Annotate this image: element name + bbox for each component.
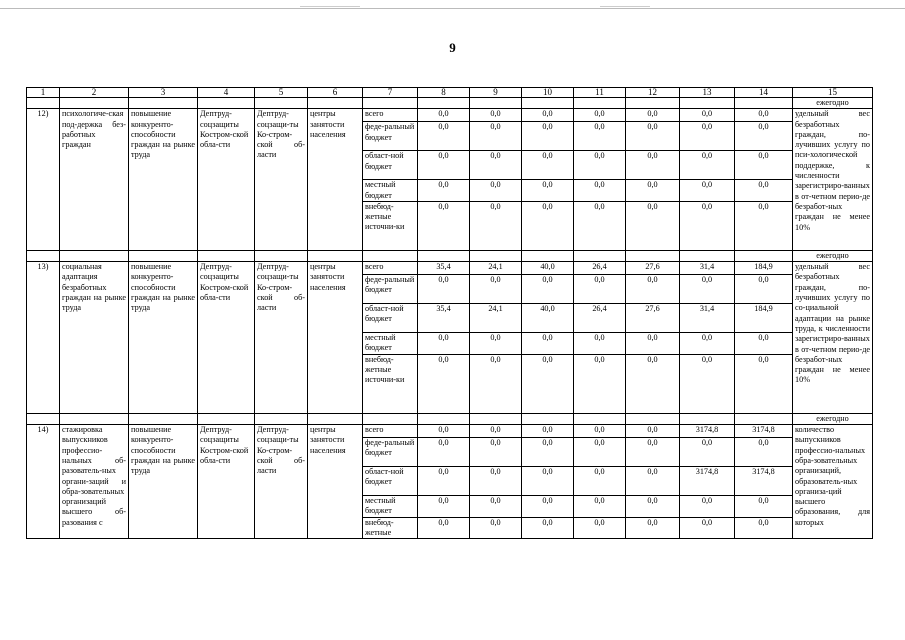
measure-goal: повышение конкуренто-способности граждан на рынке труда (129, 425, 198, 539)
empty-cell (626, 250, 680, 261)
funding-value: 0,0 (735, 275, 793, 304)
empty-cell (574, 250, 626, 261)
funding-value: 0,0 (626, 201, 680, 250)
funding-value: 0,0 (735, 201, 793, 250)
funding-value: 0,0 (574, 180, 626, 202)
funding-source: област-ной бюджет (363, 151, 418, 180)
funding-value: 40,0 (522, 304, 574, 333)
funding-value: 0,0 (574, 275, 626, 304)
empty-cell (626, 413, 680, 424)
funding-value: 0,0 (626, 122, 680, 151)
funding-value: 0,0 (470, 201, 522, 250)
funding-value: 0,0 (680, 122, 735, 151)
funding-value: 0,0 (418, 122, 470, 151)
funding-value: 0,0 (626, 467, 680, 496)
scan-artifact (300, 6, 360, 7)
empty-cell (735, 413, 793, 424)
funding-value: 0,0 (470, 354, 522, 413)
co-executor: Дептруд-соцзащи-ты Ко-стром-ской об-ласти (255, 262, 308, 414)
empty-cell (735, 250, 793, 261)
measure-number: 14) (27, 425, 60, 539)
funding-value: 0,0 (522, 333, 574, 355)
funding-value: 0,0 (418, 438, 470, 467)
funding-value: 0,0 (626, 275, 680, 304)
funding-source: всего (363, 109, 418, 122)
funding-value: 0,0 (680, 517, 735, 539)
funding-source: всего (363, 262, 418, 275)
funding-value: 0,0 (470, 517, 522, 539)
funding-value: 0,0 (522, 151, 574, 180)
co-executor: Дептруд-соцзащи-ты Ко-стром-ской об-ласти (255, 425, 308, 539)
scan-artifact (600, 6, 650, 7)
funding-value: 0,0 (680, 201, 735, 250)
empty-cell (626, 98, 680, 109)
period-note: ежегодно (793, 250, 873, 261)
measure-name: социальная адаптация безработных граждан на рынке труда (60, 262, 129, 414)
funding-value: 40,0 (522, 262, 574, 275)
empty-cell (129, 413, 198, 424)
funding-value: 24,1 (470, 304, 522, 333)
funding-value: 27,6 (626, 262, 680, 275)
funding-value: 0,0 (418, 201, 470, 250)
empty-cell (60, 250, 129, 261)
funding-value: 0,0 (522, 122, 574, 151)
empty-cell (60, 413, 129, 424)
funding-value: 0,0 (574, 201, 626, 250)
funding-value: 0,0 (626, 151, 680, 180)
header-cell: 9 (470, 88, 522, 98)
funding-value: 0,0 (418, 517, 470, 539)
funding-value: 0,0 (626, 109, 680, 122)
funding-value: 0,0 (470, 467, 522, 496)
empty-cell (27, 98, 60, 109)
funding-value: 0,0 (470, 180, 522, 202)
funding-value: 0,0 (470, 275, 522, 304)
table-body (27, 98, 873, 539)
funding-value: 31,4 (680, 304, 735, 333)
funding-value: 0,0 (680, 354, 735, 413)
header-cell: 6 (308, 88, 363, 98)
funding-value: 0,0 (522, 201, 574, 250)
funding-value: 0,0 (418, 467, 470, 496)
header-cell: 5 (255, 88, 308, 98)
funding-value: 0,0 (574, 496, 626, 518)
header-cell: 3 (129, 88, 198, 98)
funding-value: 0,0 (418, 151, 470, 180)
funding-source: феде-ральный бюджет (363, 275, 418, 304)
header-cell: 11 (574, 88, 626, 98)
funding-value: 0,0 (574, 517, 626, 539)
empty-cell (27, 250, 60, 261)
target-indicator: удельный вес безработных граждан, по-лучивших услугу по со-циальной адаптации на рынке труда, к численности зарегистриро-ванных в от-четном перио-де безработ-ных граждан не менее 10% (793, 262, 873, 414)
funding-value: 0,0 (574, 438, 626, 467)
funding-value: 0,0 (735, 438, 793, 467)
funding-value: 0,0 (735, 151, 793, 180)
empty-cell (308, 98, 363, 109)
funding-value: 26,4 (574, 304, 626, 333)
header-cell: 12 (626, 88, 680, 98)
header-cell: 7 (363, 88, 418, 98)
empty-cell (363, 250, 418, 261)
empty-cell (470, 413, 522, 424)
funding-value: 27,6 (626, 304, 680, 333)
measure-goal: повышение конкуренто-способности граждан на рынке труда (129, 262, 198, 414)
participants: центры занятости населения (308, 109, 363, 251)
funding-value: 0,0 (680, 151, 735, 180)
funding-value: 0,0 (470, 333, 522, 355)
empty-cell (735, 98, 793, 109)
empty-cell (680, 98, 735, 109)
period-note: ежегодно (793, 98, 873, 109)
funding-value: 0,0 (522, 109, 574, 122)
responsible-executor: Дептруд-соцзащиты Костром-ской обла-сти (198, 109, 255, 251)
funding-value: 0,0 (574, 333, 626, 355)
co-executor: Дептруд-соцзащи-ты Ко-стром-ской об-ласти (255, 109, 308, 251)
funding-value: 0,0 (626, 180, 680, 202)
empty-cell (60, 98, 129, 109)
scan-edge-line (0, 8, 905, 9)
funding-value: 26,4 (574, 262, 626, 275)
funding-value: 0,0 (735, 333, 793, 355)
funding-value: 31,4 (680, 262, 735, 275)
funding-source: внебюд-жетные (363, 517, 418, 539)
program-table (26, 87, 873, 539)
empty-cell (574, 98, 626, 109)
funding-value: 0,0 (522, 438, 574, 467)
funding-value: 24,1 (470, 262, 522, 275)
header-cell: 2 (60, 88, 129, 98)
funding-source: местный бюджет (363, 333, 418, 355)
funding-value: 0,0 (470, 109, 522, 122)
empty-cell (470, 250, 522, 261)
funding-source: местный бюджет (363, 496, 418, 518)
funding-value: 0,0 (735, 354, 793, 413)
funding-value: 0,0 (522, 496, 574, 518)
empty-cell (680, 250, 735, 261)
measure-name: стажировка выпускников профессио-нальных об-разователь-ных органи-заций и обра-зовательных организаций высшего об-разования с (60, 425, 129, 539)
funding-source: феде-ральный бюджет (363, 438, 418, 467)
empty-cell (680, 413, 735, 424)
measure-goal: повышение конкуренто-способности граждан на рынке труда (129, 109, 198, 251)
funding-value: 3174,8 (680, 467, 735, 496)
funding-value: 3174,8 (735, 425, 793, 438)
page-number: 9 (449, 40, 456, 55)
funding-value: 0,0 (626, 517, 680, 539)
funding-value: 35,4 (418, 304, 470, 333)
target-indicator: количество выпускников профессио-нальных обра-зовательных организаций, образователь-ных организа-ций высшего образования, для которых (793, 425, 873, 539)
target-indicator: удельный вес безработных граждан, по-лучивших услугу по пси-хологической поддержке, к численности зарегистриро-ванных в от-четном перио-де безработ-ных граждан не менее 10% (793, 109, 873, 251)
funding-value: 0,0 (680, 275, 735, 304)
funding-value: 0,0 (522, 467, 574, 496)
header-cell: 13 (680, 88, 735, 98)
funding-value: 0,0 (574, 425, 626, 438)
empty-cell (522, 250, 574, 261)
funding-value: 0,0 (626, 496, 680, 518)
funding-source: област-ной бюджет (363, 304, 418, 333)
header-cell: 15 (793, 88, 873, 98)
funding-value: 0,0 (522, 275, 574, 304)
funding-value: 0,0 (735, 109, 793, 122)
empty-cell (418, 250, 470, 261)
empty-cell (522, 413, 574, 424)
funding-value: 0,0 (680, 333, 735, 355)
funding-value: 0,0 (470, 438, 522, 467)
empty-cell (255, 413, 308, 424)
participants: центры занятости населения (308, 425, 363, 539)
funding-value: 0,0 (470, 496, 522, 518)
funding-value: 184,9 (735, 262, 793, 275)
note-row (27, 413, 873, 424)
header-cell: 14 (735, 88, 793, 98)
funding-source: феде-ральный бюджет (363, 122, 418, 151)
funding-value: 0,0 (418, 109, 470, 122)
empty-cell (308, 250, 363, 261)
funding-value: 0,0 (522, 180, 574, 202)
measure-name: психологиче-ская под-держка без-работных граждан (60, 109, 129, 251)
funding-source: внебюд-жетные источни-ки (363, 201, 418, 250)
table-row (27, 262, 873, 275)
funding-value: 0,0 (470, 122, 522, 151)
funding-source: внебюд-жетные источни-ки (363, 354, 418, 413)
funding-source: област-ной бюджет (363, 467, 418, 496)
funding-value: 0,0 (735, 517, 793, 539)
participants: центры занятости населения (308, 262, 363, 414)
header-cell: 10 (522, 88, 574, 98)
funding-value: 0,0 (418, 354, 470, 413)
measure-number: 12) (27, 109, 60, 251)
funding-value: 0,0 (626, 425, 680, 438)
funding-value: 0,0 (418, 333, 470, 355)
empty-cell (363, 413, 418, 424)
empty-cell (129, 250, 198, 261)
funding-value: 0,0 (418, 275, 470, 304)
funding-value: 0,0 (574, 354, 626, 413)
funding-value: 0,0 (522, 425, 574, 438)
empty-cell (418, 98, 470, 109)
funding-value: 0,0 (470, 425, 522, 438)
funding-value: 0,0 (735, 496, 793, 518)
responsible-executor: Дептруд-соцзащиты Костром-ской обла-сти (198, 425, 255, 539)
funding-value: 0,0 (574, 122, 626, 151)
empty-cell (470, 98, 522, 109)
empty-cell (27, 413, 60, 424)
funding-value: 0,0 (522, 517, 574, 539)
note-row (27, 98, 873, 109)
funding-value: 0,0 (626, 333, 680, 355)
funding-value: 0,0 (680, 180, 735, 202)
funding-source: всего (363, 425, 418, 438)
funding-value: 35,4 (418, 262, 470, 275)
empty-cell (255, 98, 308, 109)
table-row (27, 425, 873, 438)
note-row (27, 250, 873, 261)
empty-cell (198, 413, 255, 424)
funding-value: 0,0 (418, 425, 470, 438)
table-row (27, 109, 873, 122)
funding-value: 0,0 (470, 151, 522, 180)
measure-number: 13) (27, 262, 60, 414)
empty-cell (574, 413, 626, 424)
funding-value: 0,0 (574, 109, 626, 122)
funding-value: 0,0 (574, 467, 626, 496)
funding-value: 0,0 (680, 438, 735, 467)
header-cell: 4 (198, 88, 255, 98)
funding-value: 0,0 (680, 109, 735, 122)
funding-value: 0,0 (522, 354, 574, 413)
empty-cell (308, 413, 363, 424)
funding-source: местный бюджет (363, 180, 418, 202)
empty-cell (198, 98, 255, 109)
funding-value: 184,9 (735, 304, 793, 333)
funding-value: 3174,8 (735, 467, 793, 496)
empty-cell (198, 250, 255, 261)
funding-value: 0,0 (418, 496, 470, 518)
empty-cell (129, 98, 198, 109)
header-cell: 8 (418, 88, 470, 98)
empty-cell (522, 98, 574, 109)
funding-value: 3174,8 (680, 425, 735, 438)
empty-cell (363, 98, 418, 109)
empty-cell (255, 250, 308, 261)
responsible-executor: Дептруд-соцзащиты Костром-ской обла-сти (198, 262, 255, 414)
funding-value: 0,0 (626, 438, 680, 467)
funding-value: 0,0 (626, 354, 680, 413)
header-cell: 1 (27, 88, 60, 98)
funding-value: 0,0 (418, 180, 470, 202)
funding-value: 0,0 (680, 496, 735, 518)
funding-value: 0,0 (574, 151, 626, 180)
funding-value: 0,0 (735, 180, 793, 202)
header-row (27, 88, 873, 98)
funding-value: 0,0 (735, 122, 793, 151)
empty-cell (418, 413, 470, 424)
period-note: ежегодно (793, 413, 873, 424)
